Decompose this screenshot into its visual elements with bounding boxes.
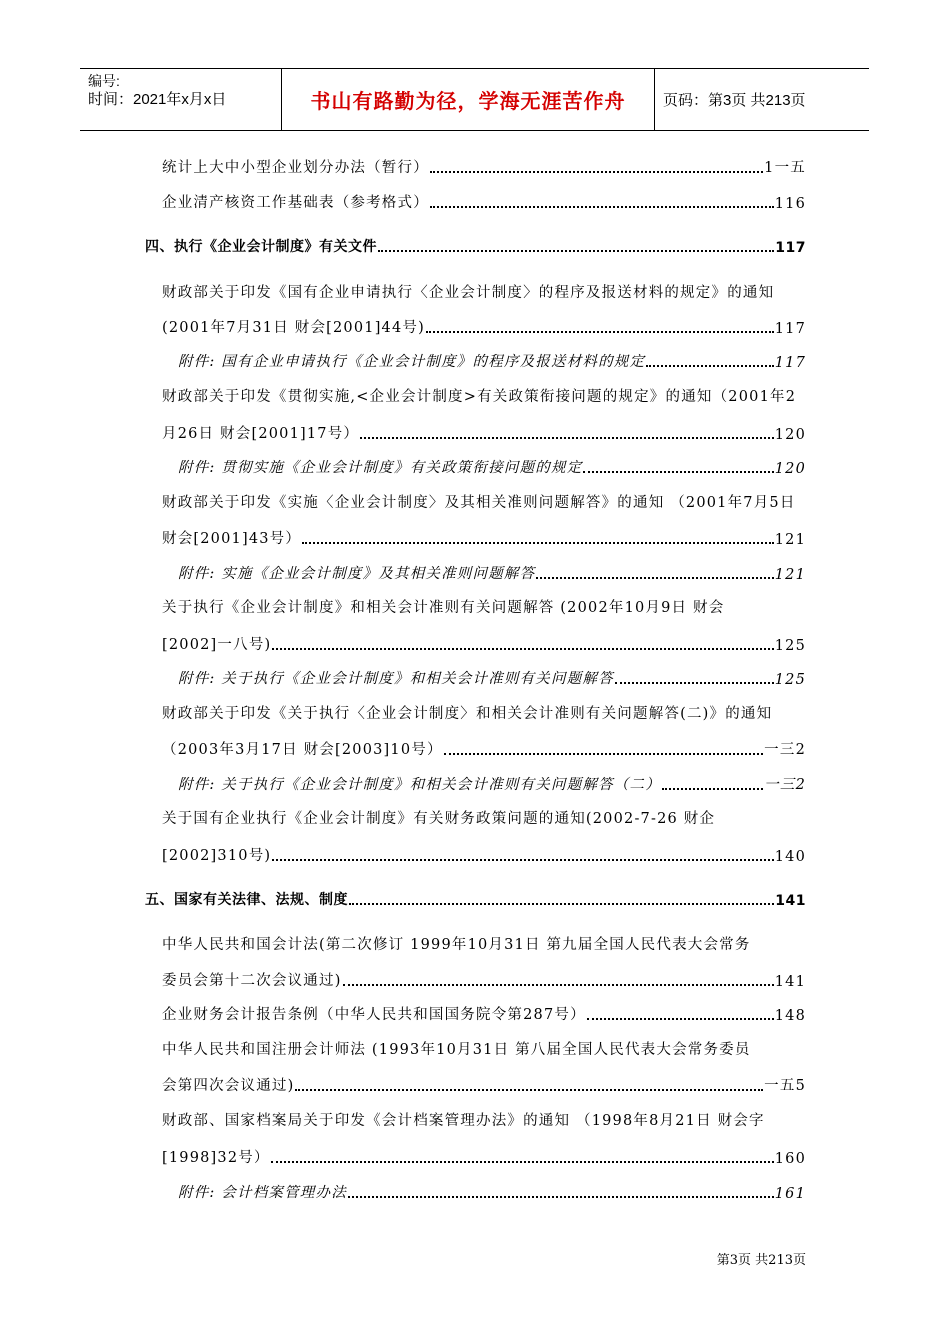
toc-leader-dots xyxy=(587,1014,774,1020)
toc-entry-title: (2001年7月31日 财会[2001]44号) xyxy=(162,320,425,336)
toc-attachment-entry[interactable] xyxy=(0,561,806,583)
toc-entry-page: 120 xyxy=(774,427,806,443)
toc-entry-title: 财政部关于印发《贯彻实施,<企业会计制度>有关政策衔接问题的规定》的通知（2001年2 xyxy=(162,389,797,405)
toc-entry-line1[interactable] xyxy=(0,1108,806,1130)
header-right-cell xyxy=(655,69,869,130)
toc-attachment-page: 一三2 xyxy=(764,777,806,793)
toc-entry-title: 财政部关于印发《国有企业申请执行〈企业会计制度〉的程序及报送材料的规定》的通知 xyxy=(162,285,775,301)
toc-entry-line1[interactable] xyxy=(0,595,806,617)
toc-entry[interactable] xyxy=(0,1002,806,1024)
toc-leader-dots xyxy=(348,1192,774,1198)
toc-section-page: 141 xyxy=(775,893,806,909)
toc-entry-page: 1一五 xyxy=(764,160,806,176)
toc-attachment-entry[interactable] xyxy=(0,666,806,688)
toc-leader-dots xyxy=(302,538,774,544)
toc-leader-dots xyxy=(615,678,774,684)
document-time-label: 时间：2021年x月x日 xyxy=(88,91,227,108)
toc-attachment-entry[interactable] xyxy=(0,349,806,371)
toc-leader-dots xyxy=(662,784,763,790)
toc-entry-page: 148 xyxy=(774,1008,806,1024)
toc-attachment-page: 117 xyxy=(774,355,806,371)
toc-leader-dots xyxy=(343,980,774,986)
toc-entry-line1[interactable] xyxy=(0,701,806,723)
toc-attachment-title: 附件: 国有企业申请执行《企业会计制度》的程序及报送材料的规定 xyxy=(178,354,646,370)
header-center-cell xyxy=(281,69,655,130)
toc-leader-dots xyxy=(272,644,773,650)
toc-entry-title: 财政部、国家档案局关于印发《会计档案管理办法》的通知 （1998年8月21日 财会字 xyxy=(162,1113,765,1129)
toc-section-page: 117 xyxy=(775,240,806,256)
toc-entry-title: 企业财务会计报告条例（中华人民共和国国务院令第287号） xyxy=(162,1007,586,1023)
toc-attachment-page: 161 xyxy=(774,1186,806,1202)
toc-entry-title: 关于国有企业执行《企业会计制度》有关财务政策问题的通知(2002-7-26 财企 xyxy=(162,811,716,827)
toc-leader-dots xyxy=(426,327,774,333)
toc-entry-line1[interactable] xyxy=(0,806,806,828)
toc-leader-dots xyxy=(583,467,773,473)
toc-entry-line1[interactable] xyxy=(0,1037,806,1059)
toc-section-heading[interactable] xyxy=(0,234,806,256)
toc-entry-page: 140 xyxy=(774,849,806,865)
toc-entry-title: 中华人民共和国注册会计师法 (1993年10月31日 第八届全国人民代表大会常务委员 xyxy=(162,1042,751,1058)
toc-entry-line2[interactable] xyxy=(0,1145,806,1167)
toc-entry-line2[interactable] xyxy=(0,968,806,990)
toc-leader-dots xyxy=(430,202,774,208)
toc-leader-dots xyxy=(349,899,774,905)
toc-attachment-page: 125 xyxy=(774,672,806,688)
toc-entry-title: 委员会第十二次会议通过) xyxy=(162,973,342,989)
toc-leader-dots xyxy=(271,1157,774,1163)
toc-entry-line1[interactable] xyxy=(0,490,806,512)
toc-entry-line2[interactable] xyxy=(0,315,806,337)
header-left-cell xyxy=(80,69,281,130)
header-slogan: 书山有路勤为径，学海无涯苦作舟 xyxy=(310,89,626,113)
toc-leader-dots xyxy=(360,433,774,439)
toc-section-heading[interactable] xyxy=(0,887,806,909)
toc-attachment-title: 附件: 关于执行《企业会计制度》和相关会计准则有关问题解答 xyxy=(178,671,614,687)
toc-entry-title: 财政部关于印发《关于执行〈企业会计制度〉和相关会计准则有关问题解答(二)》的通知 xyxy=(162,706,773,722)
toc-attachment-page: 120 xyxy=(774,461,806,477)
toc-entry-title: （2003年3月17日 财会[2003]10号） xyxy=(162,742,443,758)
toc-entry-line2[interactable] xyxy=(0,843,806,865)
toc-leader-dots xyxy=(430,167,763,173)
header-page-info: 页码：第3页 共213页 xyxy=(663,92,806,109)
toc-attachment-entry[interactable] xyxy=(0,772,806,794)
toc-entry-title: 企业清产核资工作基础表（参考格式） xyxy=(162,195,429,211)
toc-entry[interactable] xyxy=(0,155,806,177)
toc-entry-title: [2002]310号) xyxy=(162,848,272,864)
toc-attachment-entry[interactable] xyxy=(0,1180,806,1202)
toc-entry-line2[interactable] xyxy=(0,421,806,443)
toc-entry[interactable] xyxy=(0,190,806,212)
toc-leader-dots xyxy=(295,1085,763,1091)
page-footer: 第3页 共213页 xyxy=(716,1253,806,1268)
toc-entry-line1[interactable] xyxy=(0,280,806,302)
toc-attachment-title: 附件: 关于执行《企业会计制度》和相关会计准则有关问题解答（二） xyxy=(178,777,661,793)
toc-entry-title: 统计上大中小型企业划分办法（暂行） xyxy=(162,160,429,176)
toc-entry-title: 月26日 财会[2001]17号） xyxy=(162,426,360,442)
toc-entry-title: 财政部关于印发《实施〈企业会计制度〉及其相关准则问题解答》的通知 （2001年7月5日 xyxy=(162,495,796,511)
toc-attachment-title: 附件: 贯彻实施《企业会计制度》有关政策衔接问题的规定 xyxy=(178,460,583,476)
toc-entry-page: 125 xyxy=(774,638,806,654)
toc-entry-page: 160 xyxy=(774,1151,806,1167)
toc-leader-dots xyxy=(378,246,774,252)
toc-entry-line2[interactable] xyxy=(0,1073,806,1095)
toc-entry-title: 关于执行《企业会计制度》和相关会计准则有关问题解答 (2002年10月9日 财会 xyxy=(162,600,725,616)
toc-section-title: 四、执行《企业会计制度》有关文件 xyxy=(145,239,377,255)
toc-entry-title: 会第四次会议通过) xyxy=(162,1078,295,1094)
toc-attachment-title: 附件: 实施《企业会计制度》及其相关准则问题解答 xyxy=(178,566,536,582)
toc-leader-dots xyxy=(536,573,773,579)
document-header xyxy=(80,68,869,131)
toc-attachment-entry[interactable] xyxy=(0,455,806,477)
toc-entry-line2[interactable] xyxy=(0,526,806,548)
document-number-label: 编号: xyxy=(88,73,120,89)
toc-entry-line1[interactable] xyxy=(0,932,806,954)
toc-entry-page: 一五5 xyxy=(764,1078,806,1094)
toc-entry-title: 财会[2001]43号） xyxy=(162,531,302,547)
toc-section-title: 五、国家有关法律、法规、制度 xyxy=(145,892,348,908)
toc-entry-title: [2002]一八号) xyxy=(162,637,272,653)
toc-entry-line2[interactable] xyxy=(0,737,806,759)
toc-entry-page: 121 xyxy=(774,532,806,548)
toc-entry-title: [1998]32号） xyxy=(162,1150,270,1166)
toc-entry-line2[interactable] xyxy=(0,632,806,654)
toc-leader-dots xyxy=(646,361,774,367)
toc-entry-title: 中华人民共和国会计法(第二次修订 1999年10月31日 第九届全国人民代表大会常务 xyxy=(162,937,751,953)
toc-entry-line1[interactable] xyxy=(0,384,806,406)
toc-entry-page: 116 xyxy=(774,196,806,212)
toc-attachment-page: 121 xyxy=(774,567,806,583)
toc-entry-page: 一三2 xyxy=(764,742,806,758)
toc-leader-dots xyxy=(444,749,764,755)
toc-entry-page: 117 xyxy=(774,321,806,337)
toc-entry-page: 141 xyxy=(774,974,806,990)
toc-leader-dots xyxy=(272,855,773,861)
toc-attachment-title: 附件: 会计档案管理办法 xyxy=(178,1185,347,1201)
